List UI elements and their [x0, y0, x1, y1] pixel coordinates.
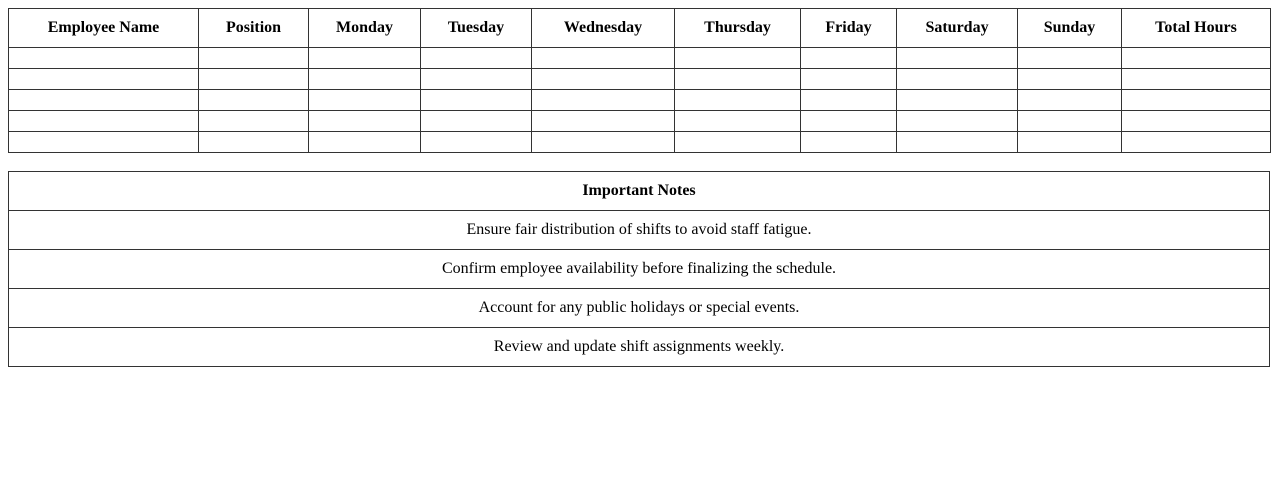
cell-tuesday[interactable]: [421, 132, 532, 153]
cell-friday[interactable]: [801, 111, 897, 132]
cell-position[interactable]: [199, 132, 309, 153]
cell-saturday[interactable]: [897, 90, 1018, 111]
cell-total-hours[interactable]: [1122, 111, 1271, 132]
cell-saturday[interactable]: [897, 69, 1018, 90]
cell-employee-name[interactable]: [9, 69, 199, 90]
cell-thursday[interactable]: [675, 111, 801, 132]
header-sunday: Sunday: [1018, 9, 1122, 48]
header-friday: Friday: [801, 9, 897, 48]
cell-total-hours[interactable]: [1122, 69, 1271, 90]
header-tuesday: Tuesday: [421, 9, 532, 48]
cell-monday[interactable]: [309, 111, 421, 132]
cell-friday[interactable]: [801, 48, 897, 69]
note-item: Account for any public holidays or special events.: [9, 289, 1270, 328]
cell-tuesday[interactable]: [421, 69, 532, 90]
cell-thursday[interactable]: [675, 48, 801, 69]
cell-employee-name[interactable]: [9, 132, 199, 153]
notes-title: Important Notes: [9, 172, 1270, 211]
cell-thursday[interactable]: [675, 90, 801, 111]
cell-tuesday[interactable]: [421, 90, 532, 111]
cell-total-hours[interactable]: [1122, 90, 1271, 111]
cell-employee-name[interactable]: [9, 48, 199, 69]
cell-monday[interactable]: [309, 69, 421, 90]
cell-friday[interactable]: [801, 69, 897, 90]
table-row: [9, 90, 1271, 111]
table-row: [9, 48, 1271, 69]
header-total-hours: Total Hours: [1122, 9, 1271, 48]
cell-wednesday[interactable]: [532, 69, 675, 90]
cell-wednesday[interactable]: [532, 132, 675, 153]
notes-table: [8, 171, 1270, 367]
cell-position[interactable]: [199, 111, 309, 132]
cell-monday[interactable]: [309, 132, 421, 153]
note-item: Ensure fair distribution of shifts to avoid staff fatigue.: [9, 211, 1270, 250]
cell-saturday[interactable]: [897, 48, 1018, 69]
schedule-table: [8, 8, 1271, 153]
header-position: Position: [199, 9, 309, 48]
note-item: Confirm employee availability before finalizing the schedule.: [9, 250, 1270, 289]
cell-sunday[interactable]: [1018, 132, 1122, 153]
header-employee-name: Employee Name: [9, 9, 199, 48]
cell-thursday[interactable]: [675, 132, 801, 153]
cell-sunday[interactable]: [1018, 90, 1122, 111]
header-wednesday: Wednesday: [532, 9, 675, 48]
cell-friday[interactable]: [801, 90, 897, 111]
note-row: [9, 211, 1270, 250]
note-row: [9, 328, 1270, 367]
cell-monday[interactable]: [309, 90, 421, 111]
notes-header-row: [9, 172, 1270, 211]
cell-monday[interactable]: [309, 48, 421, 69]
cell-wednesday[interactable]: [532, 90, 675, 111]
header-saturday: Saturday: [897, 9, 1018, 48]
cell-total-hours[interactable]: [1122, 48, 1271, 69]
cell-wednesday[interactable]: [532, 111, 675, 132]
cell-position[interactable]: [199, 90, 309, 111]
table-row: [9, 132, 1271, 153]
note-row: [9, 250, 1270, 289]
cell-sunday[interactable]: [1018, 69, 1122, 90]
cell-position[interactable]: [199, 69, 309, 90]
cell-employee-name[interactable]: [9, 111, 199, 132]
cell-saturday[interactable]: [897, 111, 1018, 132]
header-thursday: Thursday: [675, 9, 801, 48]
cell-wednesday[interactable]: [532, 48, 675, 69]
table-row: [9, 111, 1271, 132]
note-row: [9, 289, 1270, 328]
cell-saturday[interactable]: [897, 132, 1018, 153]
cell-sunday[interactable]: [1018, 111, 1122, 132]
cell-employee-name[interactable]: [9, 90, 199, 111]
cell-position[interactable]: [199, 48, 309, 69]
cell-friday[interactable]: [801, 132, 897, 153]
cell-sunday[interactable]: [1018, 48, 1122, 69]
header-monday: Monday: [309, 9, 421, 48]
schedule-header-row: [9, 9, 1271, 48]
cell-total-hours[interactable]: [1122, 132, 1271, 153]
cell-tuesday[interactable]: [421, 48, 532, 69]
cell-tuesday[interactable]: [421, 111, 532, 132]
cell-thursday[interactable]: [675, 69, 801, 90]
note-item: Review and update shift assignments weekly.: [9, 328, 1270, 367]
table-row: [9, 69, 1271, 90]
